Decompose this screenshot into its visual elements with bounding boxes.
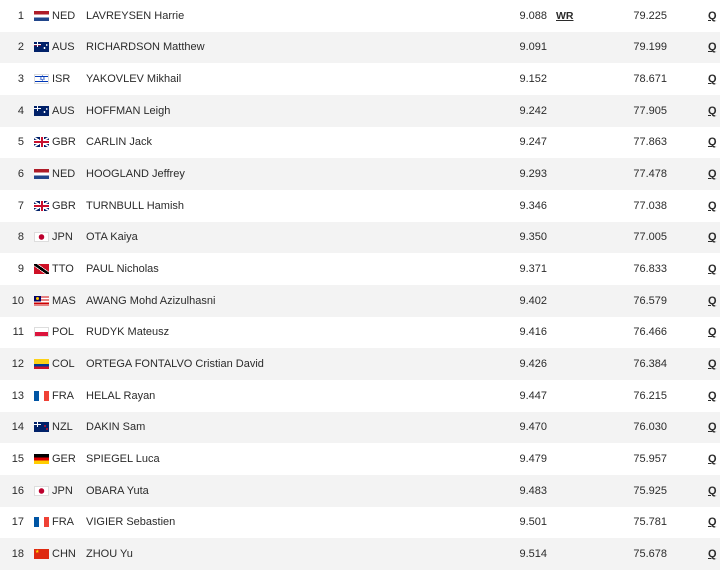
qualification-mark[interactable]: Q — [708, 231, 717, 244]
qualification-mark[interactable]: Q — [708, 389, 717, 402]
noc-code: GBR — [52, 199, 76, 212]
rank: 15 — [11, 453, 24, 466]
athlete-name[interactable]: HELAL Rayan — [86, 389, 156, 402]
speed-value: 76.466 — [633, 326, 667, 339]
time-value: 9.479 — [519, 453, 547, 466]
great-britain-flag-icon — [34, 137, 49, 147]
athlete-name[interactable]: HOFFMAN Leigh — [86, 104, 171, 117]
qualification-mark[interactable]: Q — [708, 104, 717, 117]
time-value: 9.088 — [519, 9, 547, 22]
time-value: 9.447 — [519, 389, 547, 402]
qualification-mark[interactable]: Q — [708, 326, 717, 339]
table-row — [0, 317, 720, 349]
qualification-mark[interactable]: Q — [708, 136, 717, 149]
speed-value: 76.030 — [633, 421, 667, 434]
china-flag-icon — [34, 549, 49, 559]
noc-code: AUS — [52, 104, 75, 117]
time-value: 9.426 — [519, 358, 547, 371]
table-row — [0, 127, 720, 159]
qualification-mark[interactable]: Q — [708, 421, 717, 434]
time-value: 9.483 — [519, 484, 547, 497]
australia-flag-icon — [34, 106, 49, 116]
qualification-mark[interactable]: Q — [708, 516, 717, 529]
france-flag-icon — [34, 391, 49, 401]
noc-code: NED — [52, 168, 76, 181]
noc-code: NZL — [52, 421, 73, 434]
table-row — [0, 253, 720, 285]
speed-value: 76.384 — [633, 358, 667, 371]
athlete-name[interactable]: OTA Kaiya — [86, 231, 138, 244]
speed-value: 75.678 — [633, 547, 667, 560]
noc-code: FRA — [52, 516, 74, 529]
athlete-name[interactable]: OBARA Yuta — [86, 484, 149, 497]
rank: 8 — [17, 231, 24, 244]
qualification-mark[interactable]: Q — [708, 73, 717, 86]
rank: 1 — [17, 9, 24, 22]
time-value: 9.514 — [519, 547, 547, 560]
time-value: 9.091 — [519, 41, 547, 54]
speed-value: 75.925 — [633, 484, 667, 497]
rank: 16 — [11, 484, 24, 497]
israel-flag-icon — [34, 74, 49, 84]
time-value: 9.152 — [519, 73, 547, 86]
noc-code: GBR — [52, 136, 76, 149]
rank: 12 — [11, 358, 24, 371]
noc-code: FRA — [52, 389, 74, 402]
speed-value: 79.199 — [633, 41, 667, 54]
table-row — [0, 475, 720, 507]
noc-code: POL — [52, 326, 75, 339]
speed-value: 77.863 — [633, 136, 667, 149]
noc-code: ISR — [52, 73, 71, 86]
qualification-mark[interactable]: Q — [708, 9, 717, 22]
speed-value: 77.038 — [633, 199, 667, 212]
athlete-name[interactable]: AWANG Mohd Azizulhasni — [86, 294, 216, 307]
athlete-name[interactable]: SPIEGEL Luca — [86, 453, 160, 466]
table-row — [0, 222, 720, 254]
time-value: 9.501 — [519, 516, 547, 529]
germany-flag-icon — [34, 454, 49, 464]
time-value: 9.350 — [519, 231, 547, 244]
noc-code: AUS — [52, 41, 75, 54]
qualification-mark[interactable]: Q — [708, 547, 717, 560]
athlete-name[interactable]: TURNBULL Hamish — [86, 199, 185, 212]
speed-value: 78.671 — [633, 73, 667, 86]
athlete-name[interactable]: RUDYK Mateusz — [86, 326, 170, 339]
table-row — [0, 0, 720, 32]
time-value: 9.242 — [519, 104, 547, 117]
athlete-name[interactable]: PAUL Nicholas — [86, 263, 159, 276]
noc-code: NED — [52, 9, 76, 22]
time-value: 9.416 — [519, 326, 547, 339]
rank: 17 — [11, 516, 24, 529]
speed-value: 76.833 — [633, 263, 667, 276]
poland-flag-icon — [34, 327, 49, 337]
rank: 13 — [11, 389, 24, 402]
time-value: 9.247 — [519, 136, 547, 149]
speed-value: 76.215 — [633, 389, 667, 402]
qualification-mark[interactable]: Q — [708, 453, 717, 466]
speed-value: 77.478 — [633, 168, 667, 181]
table-row — [0, 158, 720, 190]
netherlands-flag-icon — [34, 169, 49, 179]
table-row — [0, 380, 720, 412]
athlete-name[interactable]: DAKIN Sam — [86, 421, 146, 434]
qualification-mark[interactable]: Q — [708, 168, 717, 181]
table-row — [0, 412, 720, 444]
noc-code: CHN — [52, 547, 76, 560]
speed-value: 75.781 — [633, 516, 667, 529]
qualification-mark[interactable]: Q — [708, 199, 717, 212]
trinidad-tobago-flag-icon — [34, 264, 49, 274]
athlete-name[interactable]: VIGIER Sebastien — [86, 516, 176, 529]
time-value: 9.293 — [519, 168, 547, 181]
table-row — [0, 285, 720, 317]
athlete-name[interactable]: HOOGLAND Jeffrey — [86, 168, 185, 181]
athlete-name[interactable]: YAKOVLEV Mikhail — [86, 73, 182, 86]
noc-code: TTO — [52, 263, 74, 276]
rank: 5 — [17, 136, 24, 149]
athlete-name[interactable]: LAVREYSEN Harrie — [86, 9, 185, 22]
rank: 9 — [17, 263, 24, 276]
great-britain-flag-icon — [34, 201, 49, 211]
time-value: 9.371 — [519, 263, 547, 276]
australia-flag-icon — [34, 42, 49, 52]
rank: 7 — [17, 199, 24, 212]
record-badge[interactable]: WR — [556, 9, 574, 22]
table-row — [0, 507, 720, 539]
noc-code: MAS — [52, 294, 76, 307]
noc-code: COL — [52, 358, 75, 371]
noc-code: GER — [52, 453, 76, 466]
time-value: 9.346 — [519, 199, 547, 212]
qualification-mark[interactable]: Q — [708, 294, 717, 307]
japan-flag-icon — [34, 232, 49, 242]
speed-value: 75.957 — [633, 453, 667, 466]
noc-code: JPN — [52, 484, 73, 497]
speed-value: 79.225 — [633, 9, 667, 22]
time-value: 9.470 — [519, 421, 547, 434]
time-value: 9.402 — [519, 294, 547, 307]
rank: 6 — [17, 168, 24, 181]
athlete-name[interactable]: ZHOU Yu — [86, 547, 133, 560]
rank: 14 — [11, 421, 24, 434]
qualification-mark[interactable]: Q — [708, 263, 717, 276]
rank: 18 — [11, 547, 24, 560]
malaysia-flag-icon — [34, 296, 49, 306]
colombia-flag-icon — [34, 359, 49, 369]
rank: 4 — [17, 104, 24, 117]
athlete-name[interactable]: RICHARDSON Matthew — [86, 41, 205, 54]
table-row — [0, 190, 720, 222]
qualification-mark[interactable]: Q — [708, 358, 717, 371]
table-row — [0, 443, 720, 475]
new-zealand-flag-icon — [34, 422, 49, 432]
table-row — [0, 538, 720, 570]
table-row — [0, 95, 720, 127]
speed-value: 77.905 — [633, 104, 667, 117]
rank: 2 — [17, 41, 24, 54]
table-row — [0, 32, 720, 64]
rank: 11 — [12, 326, 24, 339]
athlete-name[interactable]: CARLIN Jack — [86, 136, 153, 149]
france-flag-icon — [34, 517, 49, 527]
rank: 10 — [11, 294, 24, 307]
rank: 3 — [17, 73, 24, 86]
noc-code: JPN — [52, 231, 73, 244]
speed-value: 76.579 — [633, 294, 667, 307]
qualification-mark[interactable]: Q — [708, 484, 717, 497]
japan-flag-icon — [34, 486, 49, 496]
table-row — [0, 348, 720, 380]
speed-value: 77.005 — [633, 231, 667, 244]
netherlands-flag-icon — [34, 11, 49, 21]
athlete-name[interactable]: ORTEGA FONTALVO Cristian David — [86, 358, 264, 371]
table-row — [0, 63, 720, 95]
qualification-mark[interactable]: Q — [708, 41, 717, 54]
